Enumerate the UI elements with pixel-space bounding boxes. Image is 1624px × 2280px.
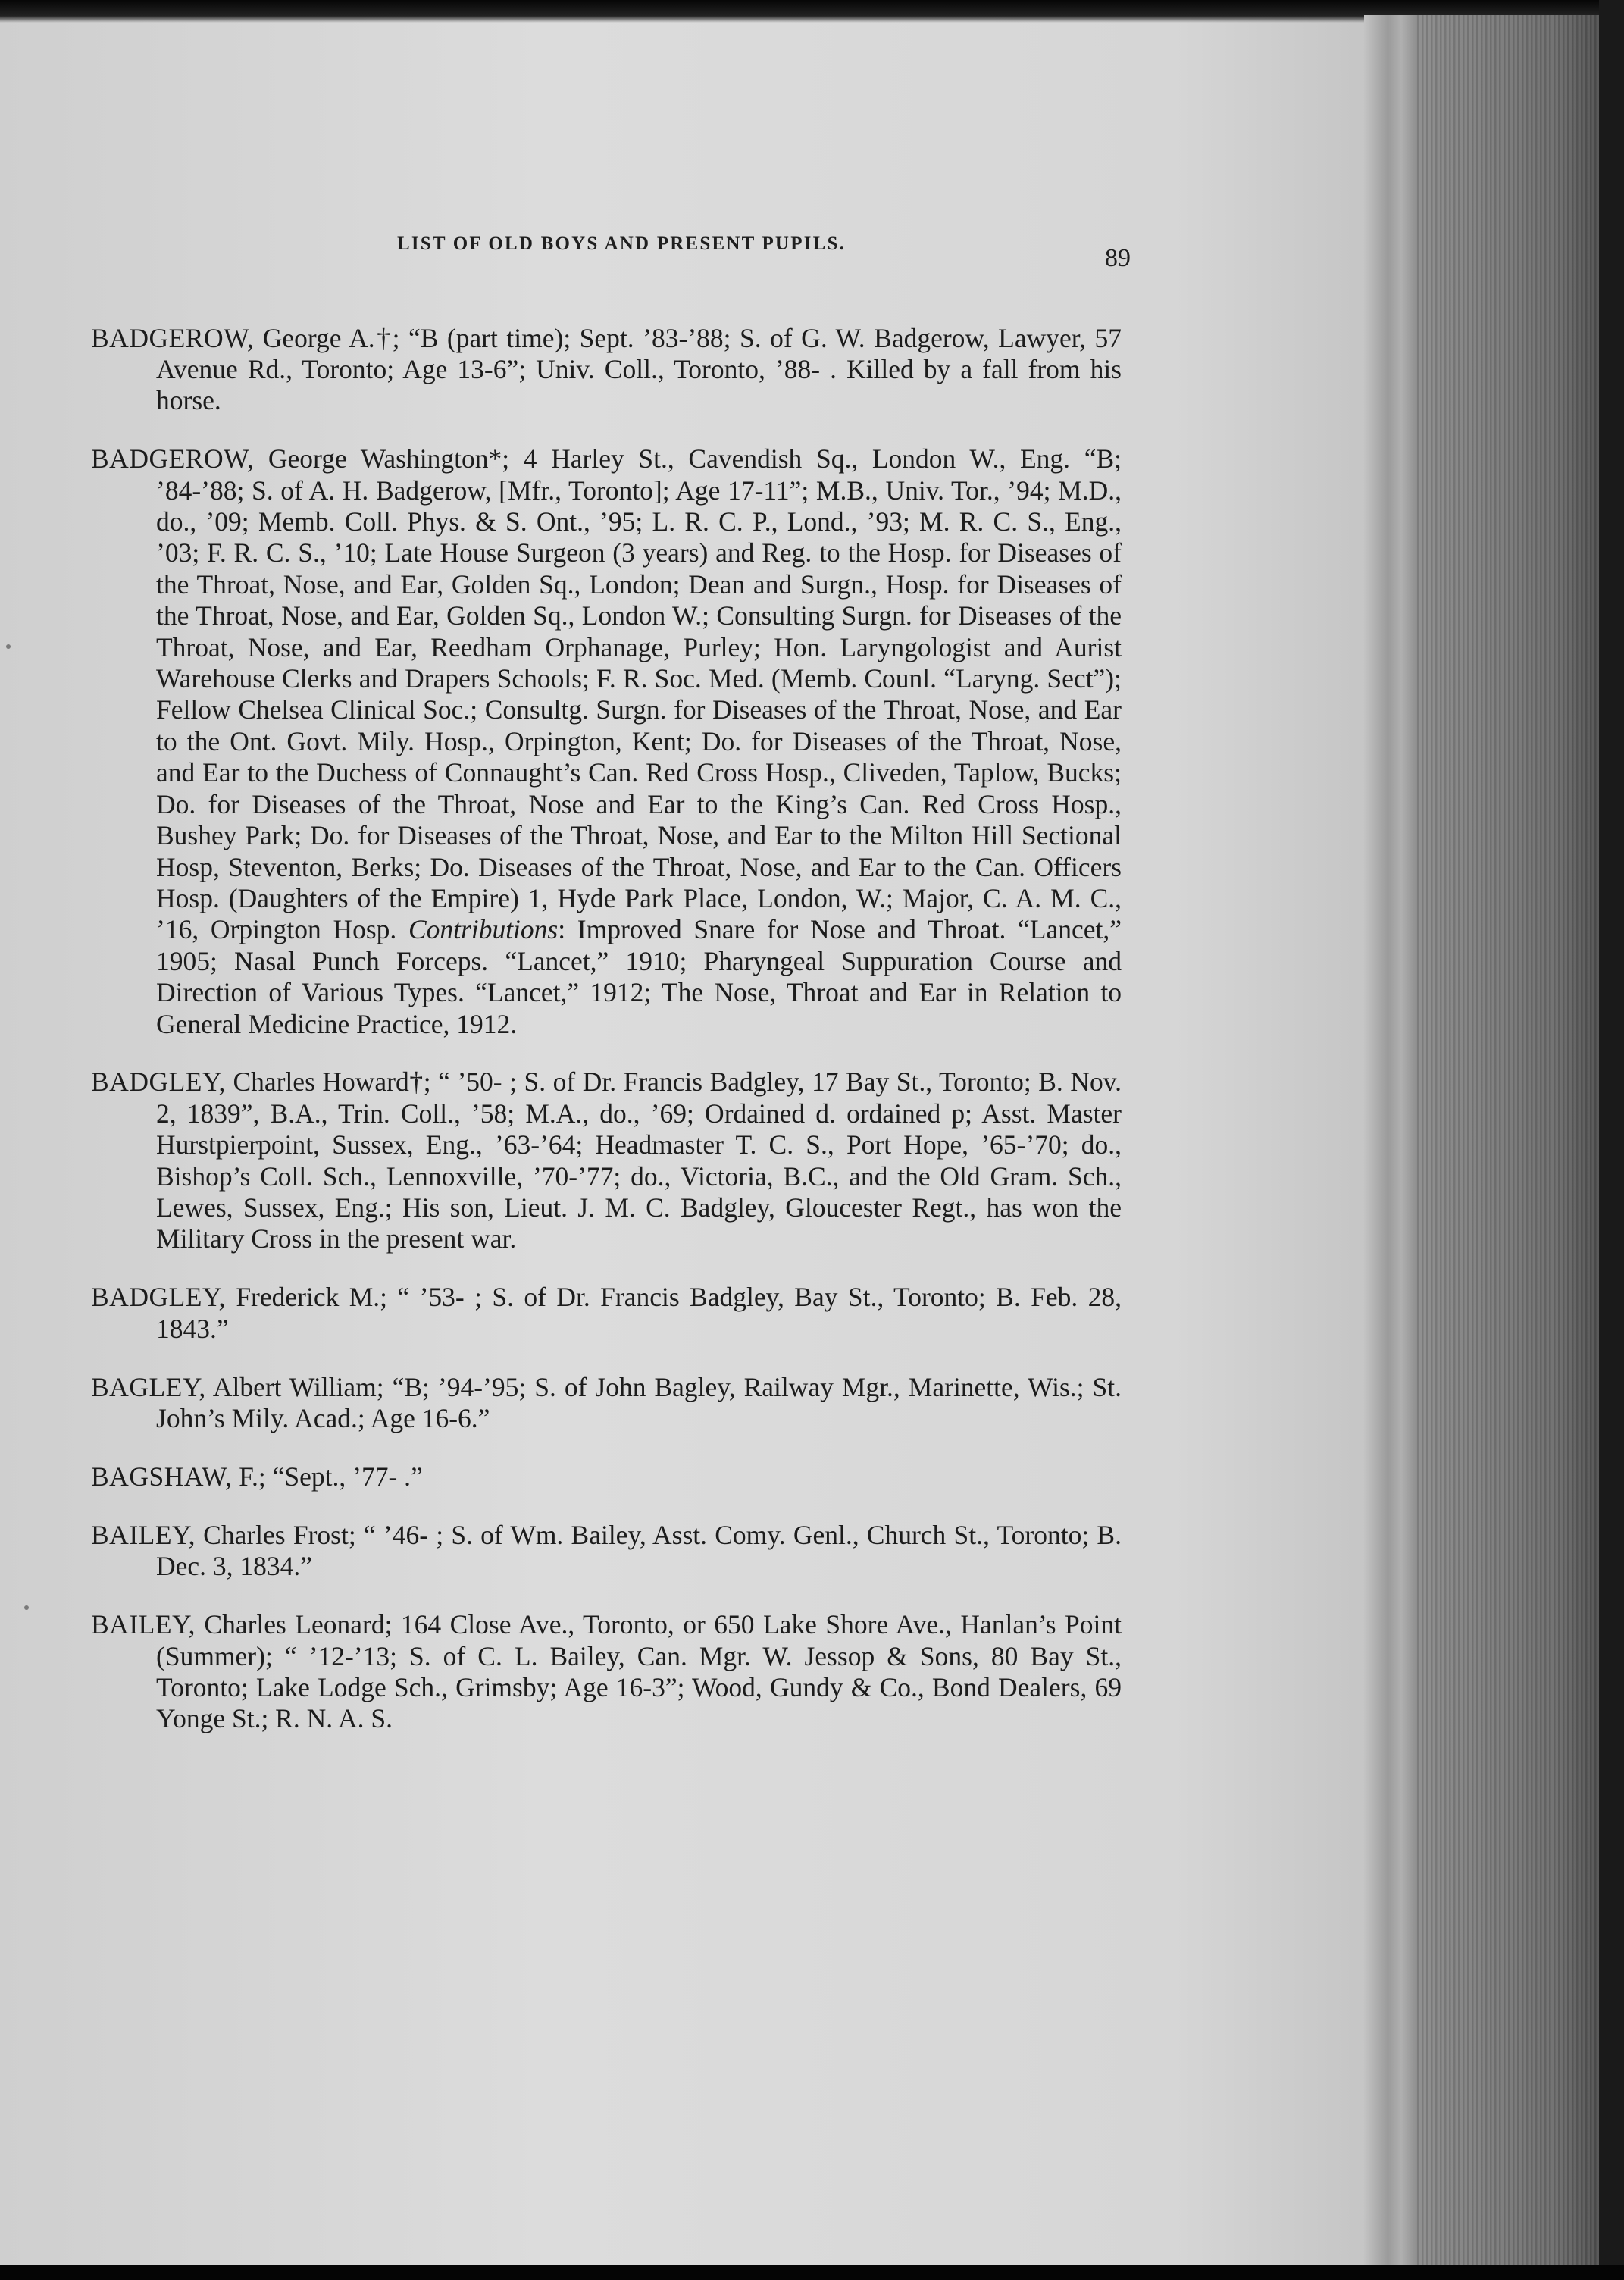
book-cover-edge	[1599, 0, 1624, 2280]
entry-list	[91, 296, 1122, 1753]
entry-text: George A.†; “B (part time); Sept. ’83-’88; S. of G. W. Badgerow, Lawyer, 57 Avenue Rd., Toronto; Age 13-6”; Univ. Coll., Toronto, ’88- . Killed by a fall from his horse.	[156, 322, 1122, 416]
page-number: 89	[1105, 244, 1131, 272]
entry-surname: BADGEROW,	[91, 322, 255, 353]
list-entry	[91, 323, 1122, 417]
entry-text: George Washington*; 4 Harley St., Cavendish Sq., London W., Eng. “B; ’84-’88; S. of A. H. Badgerow, [Mfr., Toronto]; Age 17-11”; M.B., Univ. Tor., ’94; M.D., do., ’09; Memb. Coll. Phys. & S. Ont., ’95; L. R. C. P., Lond., ’93; M. R. C. S., Eng., ’03; F. R. C. S., ’10; Late House Surgeon (3 years) and Reg. to the Hosp. for Diseases of the Throat, Nose, and Ear, Golden Sq., London; Dean and Surgn., Hosp. for Diseases of the Throat, Nose, and Ear, Golden Sq., London W.; Consulting Surgn. for Diseases of the Throat, Nose, and Ear, Reedham Orphanage, Purley; Hon. Laryngologist and Aurist Warehouse Clerks and Drapers Schools; F. R. Soc. Med. (Memb. Counl. “Laryng. Sect”); Fellow Chelsea Clinical Soc.; Consultg. Surgn. for Diseases of the Throat, Nose, and Ear to the Ont. Govt. Mily. Hosp., Orpington, Kent; Do. for Diseases of the Throat, Nose, and Ear to the Duchess of Connaught’s Can. Red Cross Hosp., Cliveden, Taplow, Bucks; Do. for Diseases of the Throat, Nose and Ear to the King’s Can. Red Cross Hosp., Bushey Park; Do. for Diseases of the Throat, Nose, and Ear to the Milton Hill Sectional Hosp, Steventon, Berks; Do. Diseases of the Throat, Nose, and Ear to the Can. Officers Hosp. (Daughters of the Empire) 1, Hyde Park Place, London, W.; Major, C. A. M. C., ’16, Orpington Hosp.	[156, 443, 1122, 945]
page-gutter	[1364, 15, 1417, 2265]
entry-text: Charles Frost; “ ’46- ; S. of Wm. Bailey, Asst. Comy. Genl., Church St., Toronto; B. Dec. 3, 1834.”	[156, 1519, 1122, 1582]
entry-text: Frederick M.; “ ’53- ; S. of Dr. Francis Badgley, Bay St., Toronto; B. Feb. 28, 1843.”	[156, 1282, 1122, 1344]
speck-mark	[6, 644, 11, 649]
entry-surname: BADGEROW,	[91, 443, 255, 474]
list-entry	[91, 443, 1122, 1040]
list-entry	[91, 1461, 1122, 1492]
entry-text-continued: : Improved Snare for Nose and Throat. “Lancet,” 1905; Nasal Punch Forceps. “Lancet,” 1910; Pharyngeal Suppuration Course and Direction of Various Types. “Lancet,” 1912; The Nose, Throat and Ear in Relation to General Medicine Practice, 1912.	[156, 914, 1122, 1039]
book-page-edges	[1417, 15, 1599, 2265]
entry-surname: BAILEY,	[91, 1519, 196, 1550]
entry-surname: BAILEY,	[91, 1609, 196, 1640]
entry-text: Albert William; “B; ’94-’95; S. of John Bagley, Railway Mgr., Marinette, Wis.; St. John’s Mily. Acad.; Age 16-6.”	[156, 1371, 1122, 1434]
list-entry	[91, 1282, 1122, 1345]
list-entry	[91, 1066, 1122, 1254]
entry-surname: BADGLEY,	[91, 1282, 226, 1313]
speck-mark	[24, 1605, 29, 1610]
entry-italic-heading: Contributions	[408, 914, 559, 945]
entry-text: F.; “Sept., ’77- .”	[239, 1461, 423, 1492]
entry-text: Charles Howard†; “ ’50- ; S. of Dr. Francis Badgley, 17 Bay St., Toronto; B. Nov. 2, 1839”, B.A., Trin. Coll., ’58; M.A., do., ’69; Ordained d. ordained p; Asst. Master Hurstpierpoint, Sussex, Eng., ’63-’64; Headmaster T. C. S., Port Hope, ’65-’70; do., Bishop’s Coll. Sch., Lennoxville, ’70-’77; do., Victoria, B.C., and the Old Gram. Sch., Lewes, Sussex, Eng.; His son, Lieut. J. M. C. Badgley, Gloucester Regt., has won the Military Cross in the present war.	[156, 1066, 1122, 1254]
list-entry	[91, 1520, 1122, 1583]
entry-surname: BAGLEY,	[91, 1371, 206, 1402]
running-head: LIST OF OLD BOYS AND PRESENT PUPILS.	[396, 233, 846, 254]
entry-surname: BADGLEY,	[91, 1066, 226, 1098]
list-entry	[91, 1372, 1122, 1435]
bottom-shadow	[0, 2265, 1624, 2280]
entry-surname: BAGSHAW,	[91, 1461, 233, 1492]
list-entry	[91, 1609, 1122, 1735]
entry-text: Charles Leonard; 164 Close Ave., Toronto, or 650 Lake Shore Ave., Hanlan’s Point (Summer); “ ’12-’13; S. of C. L. Bailey, Can. Mgr. W. Jessop & Sons, 80 Bay St., Toronto; Lake Lodge Sch., Grimsby; Age 16-3”; Wood, Gundy & Co., Bond Dealers, 69 Yonge St.; R. N. A. S.	[156, 1609, 1122, 1734]
